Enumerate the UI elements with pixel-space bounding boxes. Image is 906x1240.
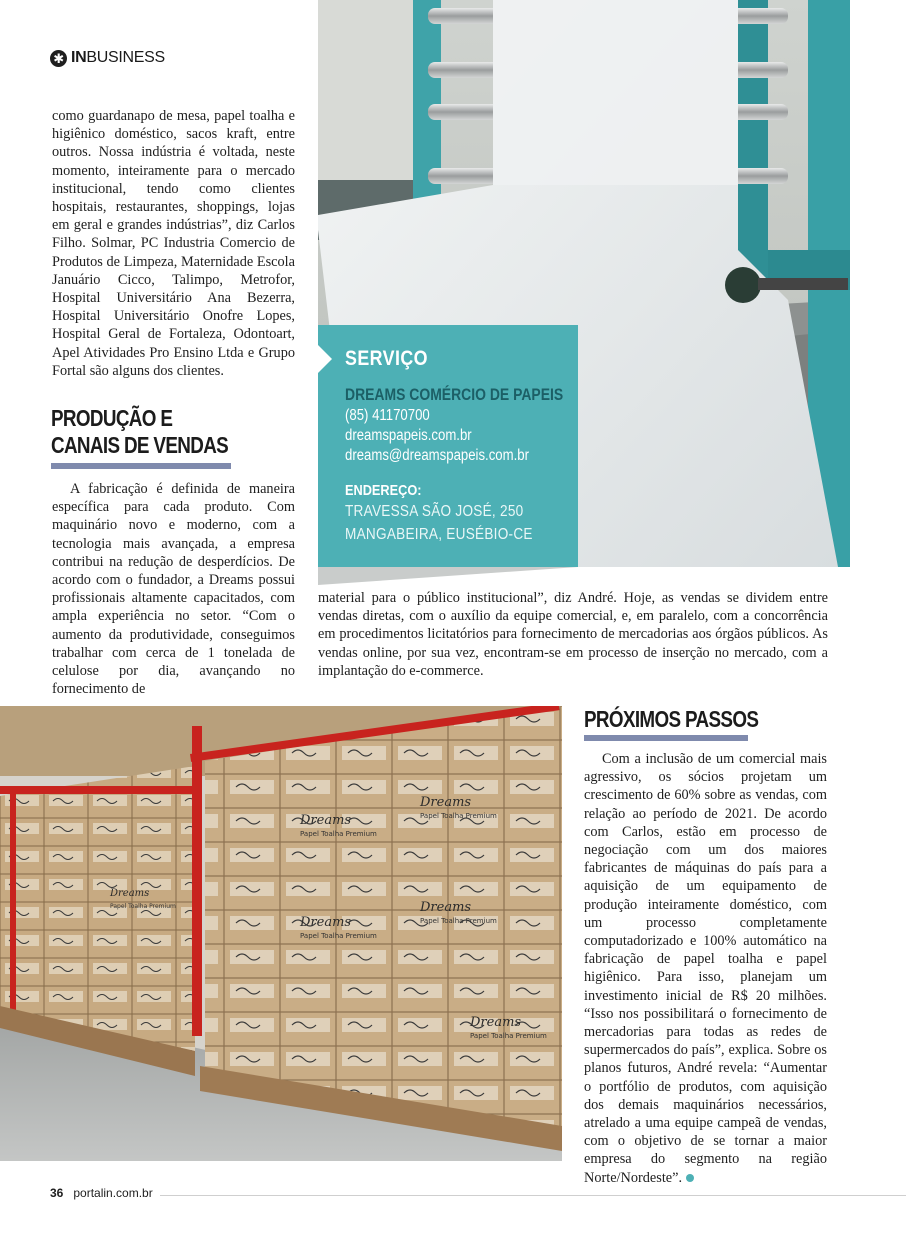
heading-next-steps-text: PRÓXIMOS PASSOS [584, 706, 759, 732]
heading-line-2: CANAIS DE VENDAS [51, 432, 229, 458]
box-product-label: Papel Toalha Premium [420, 812, 497, 820]
box-product-label: Papel Toalha Premium [300, 830, 377, 838]
warehouse-boxes-photo [0, 706, 562, 1161]
page-number: 36 [50, 1186, 64, 1200]
production-text-column [52, 480, 295, 698]
heading-rule-2 [584, 735, 748, 741]
box-product-label: Papel Toalha Premium [300, 932, 377, 940]
email-link[interactable]: dreams@dreamspapeis.com.br [345, 447, 529, 464]
phone-number[interactable]: (85) 41170700 [345, 407, 430, 424]
box-notch [318, 345, 332, 373]
service-title: SERVIÇO [345, 347, 429, 370]
section-heading-production [51, 405, 297, 459]
box-brand-label: Dreams [300, 813, 352, 828]
box-product-label: Papel Toalha Premium [420, 917, 497, 925]
heading-rule [51, 463, 231, 469]
website-link[interactable]: dreamspapeis.com.br [345, 427, 472, 444]
box-brand-label: Dreams [420, 900, 472, 915]
box-brand-label: Dreams [300, 915, 352, 930]
next-steps-text-column [584, 750, 827, 1187]
box-shadow [318, 567, 578, 585]
footer-site[interactable]: portalin.com.br [73, 1186, 153, 1200]
page-footer [50, 1186, 153, 1200]
intro-paragraph: como guardanapo de mesa, papel toalha e higiênico doméstico, sacos kraft, entre outros. Nossa indústria é voltada, neste momento, inteiramente para o mercado institucional, tendo como clientes hospitais, restaurantes, shoppings, lojas em geral e grandes indústrias”, diz Carlos Filho. Solmar, PC Industria Comercio de Produtos de Limpeza, Maternidade Escola Januário Cicco, Talimpo, Metrofor, Hospital Universitário Ana Bezerra, Hospital Universitário Onofre Lopes, Hospital Geral de Fortaleza, Odontoart, Apel Atividades Pro Ensino Ltda e Grupo Fortal são alguns dos clientes. [52, 108, 295, 379]
section-label-bold: IN [71, 49, 87, 66]
next-steps-paragraph: Com a inclusão de um comercial mais agressivo, os sócios projetam um crescimento de 60% sobre as vendas, com relação ao período de 2021. De acordo com Carlos, estão em processo de negociação com um dos maiores fabricantes de máquinas do país para a aquisição de um equipamento de produção inteiramente doméstico, com um processo completamente computadorizado e 100% automático na fabricação de papel toalha e papel higiênico. Para isso, planejam um investimento inicial de R$ 20 milhões. “Isso nos possibilitará o fornecimento de mercadorias para todas as redes de supermercados do país”, explica. Sobre os planos futuros, André revela: “Aumentar o portfólio de produtos, com aquisição dos demais maquinários necessários, atrelado a uma equipe campeã de vendas, com o objetivo de se tornar a maior empresa do segmento na região Norte/Nordeste”. [584, 751, 827, 1186]
section-header [50, 48, 165, 68]
box-brand-label: Dreams [110, 888, 150, 899]
production-paragraph: A fabricação é definida de maneira específica para cada produto. Com maquinário novo e moderno, com a tecnologia mais avançada, a empresa contribui na redução de desperdícios. De acordo com o fundador, a Dreams possui profissionais altamente capacitados, com ampla experiência no setor. “Com o aumento da produtividade, conseguimos trabalhar com cerca de 1 tonelada de celulose por dia, avançando no fornecimento de [52, 481, 295, 698]
address-line-2: MANGABEIRA, EUSÉBIO-CE [345, 526, 533, 543]
intro-text-column [52, 107, 295, 380]
company-name: DREAMS COMÉRCIO DE PAPEIS [345, 385, 564, 404]
address-line-1: TRAVESSA SÃO JOSÉ, 250 [345, 503, 524, 520]
box-product-label: Papel Toalha Premium [470, 1032, 547, 1040]
heading-line-1: PRODUÇÃO E [51, 405, 173, 431]
footer-divider [160, 1195, 906, 1196]
continuation-paragraph: material para o público institucional”, diz André. Hoje, as vendas se dividem entre vendas diretas, com o auxílio da equipe comercial, e, em paralelo, com a concorrência em procedimentos licitatórios para fornecimento de mercadorias aos órgãos públicos. As vendas online, por sua vez, encontram-se em processo de inserção no mercado, com a implantação do e-commerce. [318, 590, 828, 679]
section-heading-next-steps [584, 706, 830, 733]
box-brand-label: Dreams [420, 795, 472, 810]
service-info-box [318, 325, 578, 567]
star-icon: ✱ [50, 50, 67, 67]
box-brand-label: Dreams [470, 1015, 522, 1030]
production-continuation [318, 589, 828, 680]
box-product-label: Papel Toalha Premium [110, 903, 176, 910]
address-label: ENDEREÇO: [345, 482, 422, 499]
section-label: BUSINESS [86, 49, 165, 66]
end-of-article-icon [686, 1174, 694, 1182]
